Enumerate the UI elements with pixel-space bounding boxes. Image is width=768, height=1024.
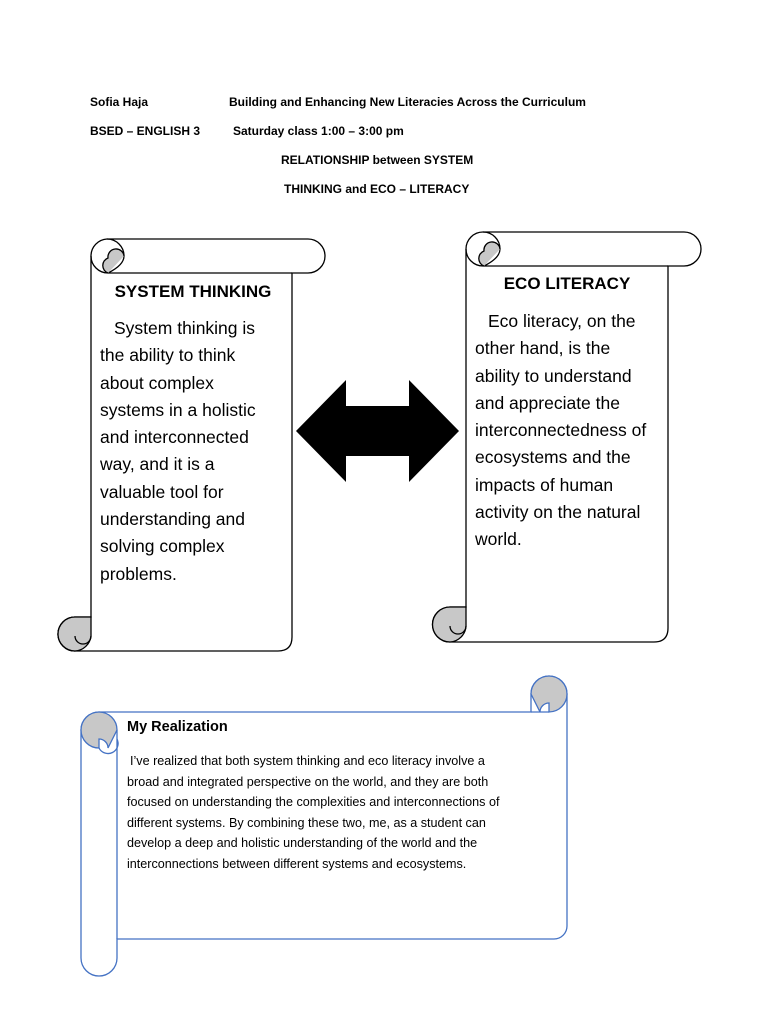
- class-schedule: Saturday class 1:00 – 3:00 pm: [233, 124, 404, 138]
- topic-title-line1: RELATIONSHIP between SYSTEM: [281, 153, 474, 167]
- text-line: solving complex: [100, 536, 225, 557]
- text-line: problems.: [100, 563, 177, 584]
- text-line: interconnections between different systems and ecosystems.: [127, 856, 467, 871]
- text-line: impacts of human: [475, 474, 614, 495]
- text-line: Eco literacy, on the: [488, 311, 636, 331]
- eco-literacy-text: [475, 308, 665, 554]
- double-arrow-icon: [296, 380, 459, 482]
- realization-text: [127, 751, 547, 875]
- text-line: about complex: [100, 372, 214, 393]
- realization-title: My Realization: [127, 719, 228, 735]
- text-line: I’ve realized that both system thinking and eco literacy involve a: [130, 754, 485, 768]
- text-line: different systems. By combining these two, me, as a student can: [127, 815, 486, 830]
- system-thinking-title: SYSTEM THINKING: [114, 282, 272, 301]
- text-line: and appreciate the: [475, 392, 620, 413]
- text-line: valuable tool for: [100, 481, 224, 502]
- text-line: ability to understand: [475, 365, 632, 386]
- text-line: other hand, is the: [475, 338, 611, 359]
- text-line: interconnectedness of: [475, 420, 647, 441]
- program-label: BSED – ENGLISH 3: [90, 124, 201, 138]
- text-line: focused on understanding the complexities and interconnections of: [127, 795, 500, 810]
- text-line: way, and it is a: [100, 454, 215, 475]
- text-line: understanding and: [100, 509, 245, 530]
- topic-title-line2: THINKING and ECO – LITERACY: [284, 182, 470, 196]
- eco-literacy-title: ECO LITERACY: [503, 274, 631, 293]
- text-line: System thinking is: [114, 318, 256, 338]
- text-line: broad and integrated perspective on the world, and they are both: [127, 774, 489, 789]
- course-title: Building and Enhancing New Literacies Across the Curriculum: [229, 95, 586, 109]
- text-line: systems in a holistic: [100, 399, 256, 420]
- text-line: the ability to think: [100, 345, 236, 366]
- text-line: develop a deep and holistic understanding of the world and the: [127, 836, 478, 851]
- system-thinking-text: [100, 315, 288, 588]
- text-line: activity on the natural: [475, 502, 641, 523]
- text-line: ecosystems and the: [475, 447, 631, 468]
- author-name: Sofia Haja: [90, 95, 149, 109]
- text-line: and interconnected: [100, 427, 249, 448]
- text-line: world.: [475, 529, 522, 550]
